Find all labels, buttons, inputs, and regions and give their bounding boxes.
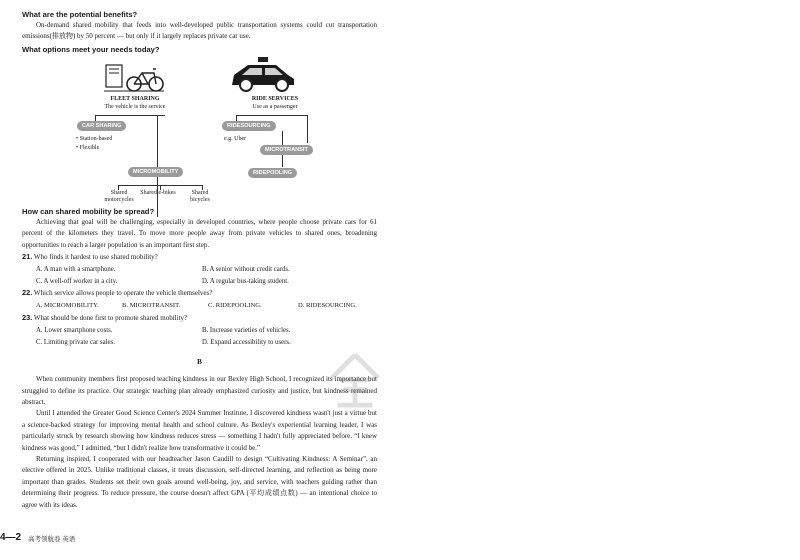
passage-b-paragraph-3: Returning inspired, I cooperated with our headteacher Jason Caudill to design “Cultivating Kindness: A Seminar”, an elective offered in 2025. Unlike traditional classes, it treats discussion, self-directed learning, and reflection as being more important than grades. Students set their own goals around well-being, joy, and service, with teachers guiding rather than determining their progress. To reduce pressure, the course doesn't affect GPA (平均成绩点数) — an intentional choice to agree with its ideas. bbox=[22, 455, 377, 509]
option-c: C. Limiting private car sales. bbox=[36, 338, 115, 346]
option-b: B. A senior without credit cards. bbox=[202, 265, 290, 273]
ride-connector bbox=[236, 115, 308, 116]
benefits-heading: What are the potential benefits? bbox=[22, 10, 138, 19]
document-page bbox=[22, 10, 377, 511]
option-c: C. RIDEPOOLING. bbox=[208, 302, 262, 310]
fleet-connector bbox=[157, 115, 158, 217]
option-a: A. MICROMOBILITY. bbox=[36, 302, 99, 310]
spread-paragraph: Achieving that goal will be challenging, especially in developed countries, where people choose private cars for 61 percent of the kilometers they travel. To move more people away from private vehicles to shared ones, broadening opportunities to reach a larger population is an important first step. bbox=[22, 217, 377, 249]
car-icon bbox=[228, 57, 298, 93]
station-based-item: • Station-based bbox=[76, 135, 113, 142]
shared-mobility-diagram bbox=[22, 55, 377, 207]
fleet-sharing-title: FLEET SHARING bbox=[110, 95, 160, 102]
page-footer bbox=[0, 532, 150, 546]
passage-b-label: B bbox=[197, 356, 202, 366]
car-sharing-pill: CAR SHARING bbox=[77, 121, 126, 131]
shared-bicycles-label: Shared bicycles bbox=[190, 189, 210, 203]
option-d: D. Expand accessibility to users. bbox=[202, 338, 291, 346]
shared-motorcycles-label: Shared motorcycles bbox=[104, 189, 134, 203]
shared-ebikes-label: Shared e-bikes bbox=[140, 189, 176, 196]
option-d: D. A regular bus-taking student. bbox=[202, 277, 289, 285]
options-heading: What options meet your needs today? bbox=[22, 44, 160, 54]
option-d: D. RIDESOURCING. bbox=[298, 302, 357, 310]
ride-connector bbox=[307, 115, 308, 143]
micromobility-pill: MICROMOBILITY bbox=[128, 167, 183, 177]
watermark-glyph bbox=[326, 350, 384, 410]
bicycle-icon bbox=[104, 59, 166, 93]
option-b: B. Increase varieties of vehicles. bbox=[202, 326, 291, 334]
ride-services-title: RIDE SERVICES bbox=[251, 95, 299, 102]
question-number: 21. bbox=[22, 252, 33, 262]
question-number: 22. bbox=[22, 288, 33, 298]
passage-b-paragraph-2: Until I attended the Greater Good Science Center's 2024 Summer Institute, I discovered kindness wasn't just a virtue but a science-backed strategy for improving mental health and school culture. As Bexley's experiential learning leader, I was particularly struck by research showing how kindness reduces stress — something I hadn't fully appreciated before. “I knew kindness was good,” I admitted, “but I didn't realize how transformative it could be.” bbox=[22, 409, 377, 452]
question-22 bbox=[22, 287, 377, 312]
question-number: 23. bbox=[22, 313, 33, 323]
flexible-item: • Flexible bbox=[76, 144, 100, 151]
page-number: 4—2 bbox=[0, 532, 22, 543]
option-c: C. A well-off worker in a city. bbox=[36, 277, 118, 285]
ride-services-subtitle: Use as a passenger bbox=[252, 103, 298, 110]
question-text: Which service allows people to operate the vehicle themselves? bbox=[33, 289, 213, 298]
option-b: B. MICROTRANSIT. bbox=[122, 302, 181, 310]
question-text: What should be done first to promote shared mobility? bbox=[33, 314, 188, 323]
question-text: Who finds it hardest to use shared mobility? bbox=[33, 253, 158, 262]
microtransit-pill: MICROTRANSIT bbox=[260, 145, 313, 155]
question-21 bbox=[22, 251, 377, 287]
benefits-paragraph: On-demand shared mobility that feeds into well-developed public transportation systems could cut transportation emissions(排放物) by 50 percent — but only if it largely replaces private car use. bbox=[22, 21, 377, 41]
spread-heading: How can shared mobility be spread? bbox=[22, 206, 155, 216]
option-a: A. Lower smartphone costs. bbox=[36, 326, 113, 334]
fleet-sharing-subtitle: The vehicle is the service bbox=[104, 103, 166, 110]
passage-b-paragraph-1: When community members first proposed teaching kindness in our Bexley High School, I recognized its importance but struggled to define its practice. Our strategic teaching plan already emphasized curiosity and justice, but kindness remained abstract. bbox=[22, 375, 377, 406]
eg-uber-label: e.g. Uber bbox=[224, 135, 247, 142]
option-a: A. A man with a smartphone. bbox=[36, 265, 116, 273]
ridesourcing-pill: RIDESOURCING bbox=[222, 121, 276, 131]
footer-text: 高考领航卷 英语 bbox=[28, 536, 76, 543]
ridepooling-pill: RIDEPOOLING bbox=[248, 168, 297, 178]
fleet-connector bbox=[95, 115, 165, 116]
question-23 bbox=[22, 312, 377, 348]
